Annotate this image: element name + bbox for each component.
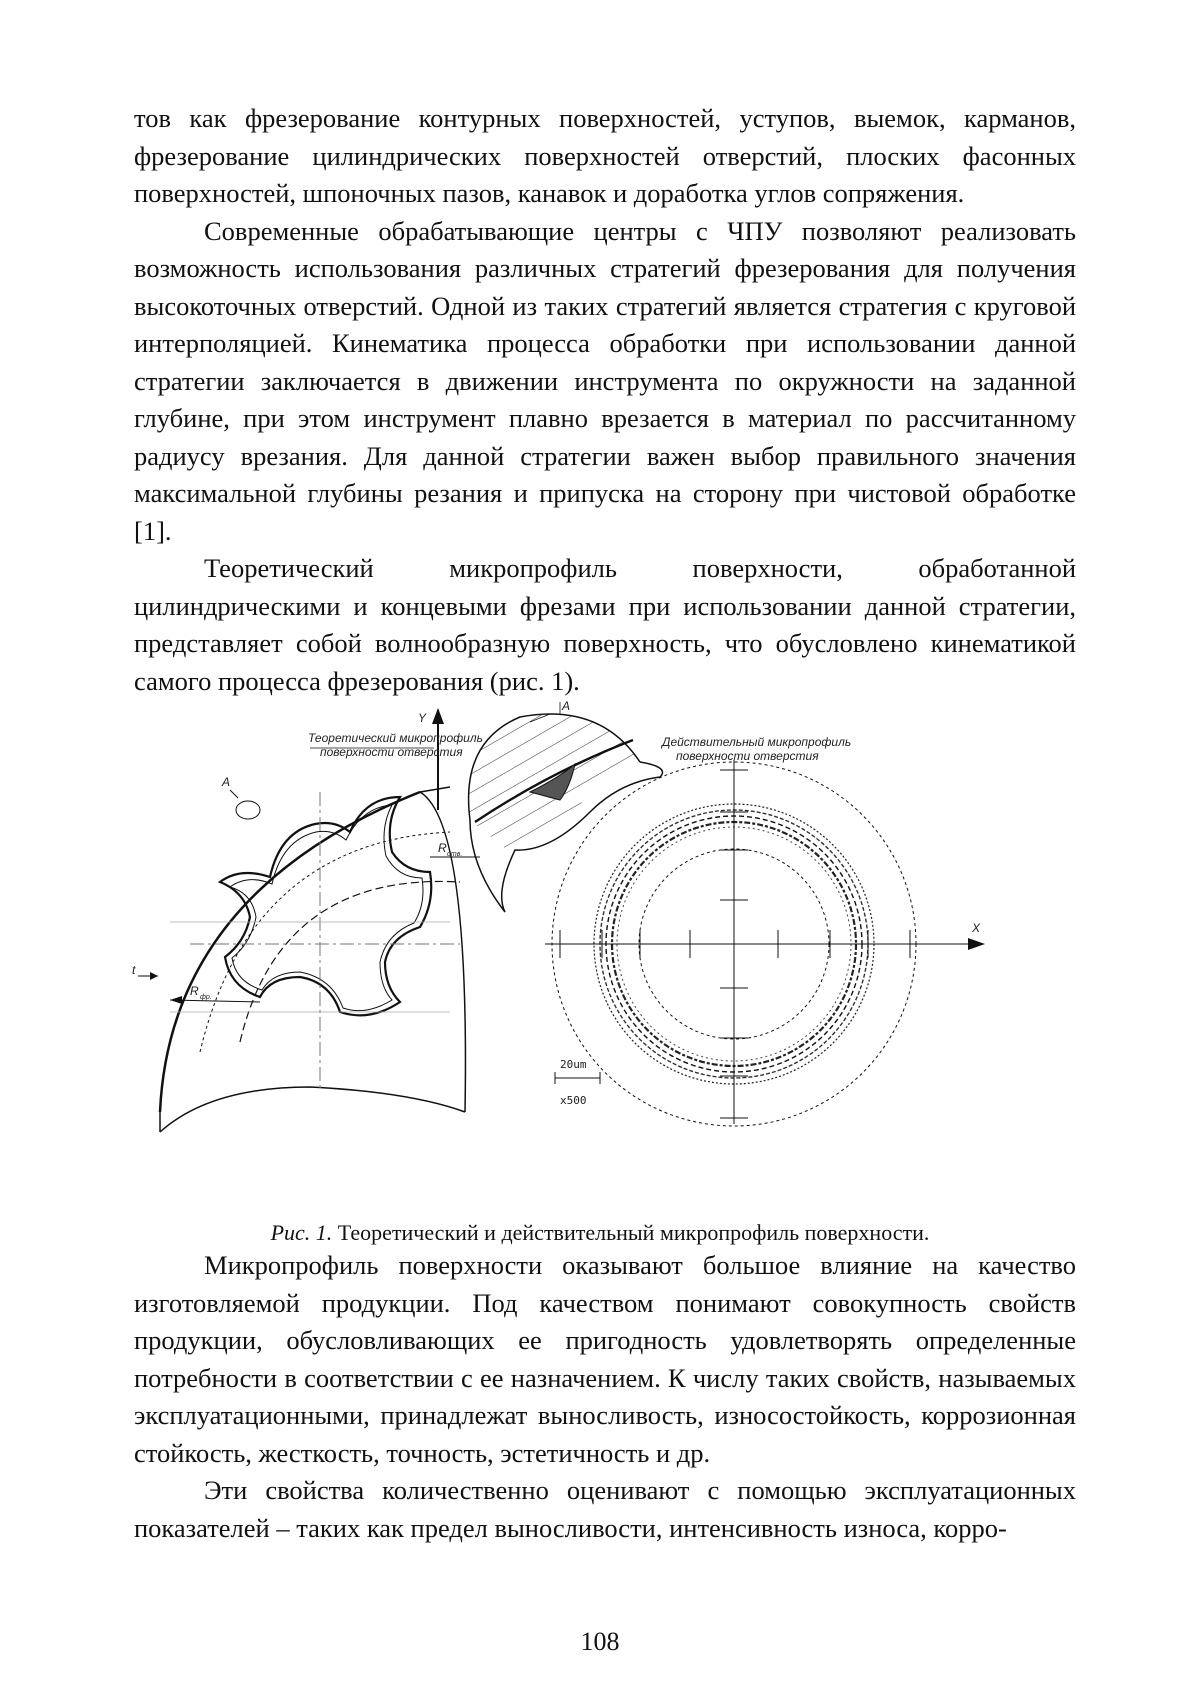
paragraph: Современные обрабатывающие центры с ЧПУ позволяют реализовать возможность использования различных стратегий фрезерования для получения высокоточных отверстий. Одной из таких стратегий является стратегия с круговой интерполяцией. Кинематика процесса обработки при использовании данной стратегии заключается в движении инструмента по окружности на заданной глубине, при этом инструмент плавно врезается в материал по рассчитанному радиусу врезания. Для данной стратегии важен выбор правильного значения максимальной глубины резания и припуска на сторону при чистовой обработке [1]. [134, 215, 1076, 546]
caption-text: Теоретический и действительный микропрофиль поверхности. [332, 1220, 930, 1245]
theoretical-label-line2: поверхности отверстия [320, 745, 463, 759]
body-text-top [134, 100, 1076, 700]
caption-prefix: Рис. 1. [270, 1220, 333, 1245]
y-axis [418, 708, 444, 810]
microprofile-drawing [130, 699, 1090, 1212]
body-text-bottom [134, 1247, 1076, 1547]
actual-label-line1: Действительный микропрофиль [662, 735, 852, 749]
detail-a-left-label: А [222, 775, 231, 789]
detail-a-view [469, 699, 663, 912]
theoretical-label-line1: Теоретический микропрофиль [308, 731, 483, 745]
x-axis-label: X [972, 921, 981, 935]
actual-label-line2: поверхности отверстия [676, 749, 819, 763]
t-mark-label: t [132, 963, 136, 977]
paragraph: Теоретический микропрофиль поверхности, обработанной цилиндрическими и концевыми фрезами при использовании данной стратегии, представляет собой волнообразную поверхность, что обусловлено кинематикой самого процесса фрезерования (рис. 1). [134, 553, 1076, 696]
r-mill-label: R [190, 984, 199, 998]
paragraph: Эти свойства количественно оценивают с помощью эксплуатационных показателей – таких как предел выносливости, интенсивность износа, корро- [134, 1475, 1076, 1543]
r-hole-label: R [438, 841, 447, 855]
actual-profile-view [545, 760, 985, 1126]
y-axis-label: Y [418, 711, 427, 725]
page-number: 108 [580, 1627, 620, 1656]
r-hole-subscript: отв. [447, 851, 463, 858]
theoretical-profile-view [132, 731, 483, 1132]
scale-magnification-label: x500 [560, 1094, 587, 1107]
paragraph: Микропрофиль поверхности оказывают большое влияние на качество изготовляемой продукции. Под качеством понимают совокупность свойств продукции, обусловливающих ее пригодность удовлетворять определенные потребности в соответствии с ее назначением. К числу таких свойств, называемых эксплуатационными, принадлежат выносливость, износостойкость, коррозионная стойкость, жесткость, точность, эстетичность и др. [134, 1250, 1076, 1468]
paragraph: тов как фрезерование контурных поверхностей, уступов, выемок, карманов, фрезерование цилиндрических поверхностей отверстий, плоских фасонных поверхностей, шпоночных пазов, канавок и доработка углов сопряжения. [134, 103, 1076, 208]
figure-1 [130, 699, 1090, 1212]
detail-a-top-label: А [562, 699, 571, 713]
scale-value-label: 20um [560, 1058, 587, 1071]
figure-caption [0, 1219, 1200, 1247]
r-mill-subscript: фр. [200, 994, 212, 1001]
